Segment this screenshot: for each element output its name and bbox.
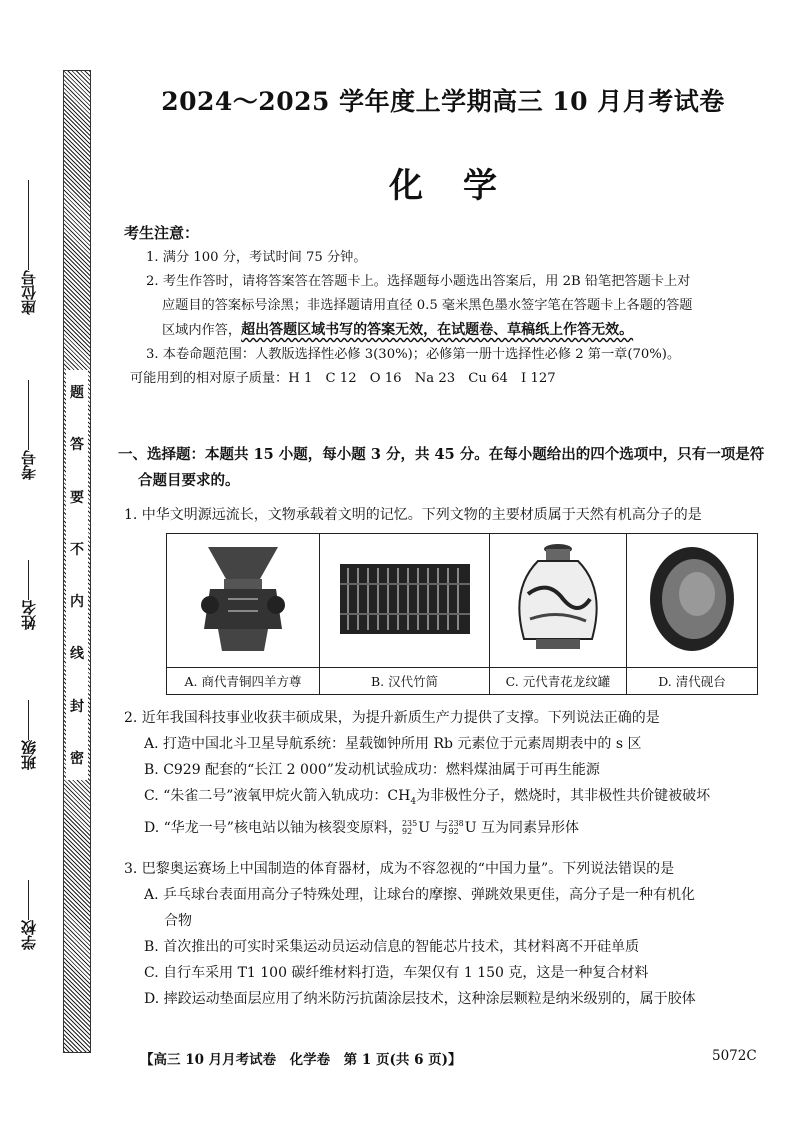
subscript: 4 bbox=[410, 796, 417, 807]
field-line bbox=[28, 880, 29, 920]
option-c-caption: C. 元代青花龙纹罐 bbox=[489, 668, 626, 695]
seal-line-text bbox=[66, 370, 88, 780]
page-footer: 【高三 10 月月考试卷 化学卷 第 1 页(共 6 页)】 bbox=[140, 1052, 462, 1068]
notice-line: 2. 考生作答时，请将答案答在答题卡上。选择题每小题选出答案后，用 2B 铅笔把答题卡上对 bbox=[146, 274, 691, 289]
question-3 bbox=[124, 856, 769, 1012]
question-3-option-b: B. 首次推出的可实时采集运动员运动信息的智能芯片技术，其材料离不开硅单质 bbox=[144, 939, 640, 955]
question-2-option-b: B. C929 配套的“长江 2 000”发动机试验成功：燃料煤油属于可再生能源 bbox=[144, 762, 600, 778]
field-label: 考号 bbox=[20, 450, 38, 480]
notice-text: 区域内作答， bbox=[162, 323, 242, 338]
section-line: 一、选择题：本题共 15 小题，每小题 3 分，共 45 分。在每小题给出的四个选项中，只有一项是符 bbox=[118, 446, 765, 463]
bronze-zun-icon bbox=[188, 539, 298, 659]
field-line bbox=[28, 560, 29, 600]
paper-code: 5072C bbox=[712, 1048, 757, 1064]
seal-char: 密 bbox=[70, 750, 84, 767]
relic-image-inkstone bbox=[626, 534, 757, 668]
relics-table bbox=[166, 533, 758, 695]
field-label: 座位号 bbox=[20, 270, 38, 315]
option-text: U 与 bbox=[418, 819, 449, 836]
notice-list bbox=[130, 246, 764, 391]
seal-char: 要 bbox=[70, 489, 84, 506]
question-2-stem: 2. 近年我国科技事业收获丰硕成果，为提升新质生产力提供了支撑。下列说法正确的是 bbox=[124, 710, 660, 726]
question-3-stem: 3. 巴黎奥运赛场上中国制造的体育器材，成为不容忽视的“中国力量”。下列说法错误的是 bbox=[124, 861, 675, 877]
notice-warning: 超出答题区域书写的答案无效，在试题卷、草稿纸上作答无效。 bbox=[241, 322, 634, 338]
option-text: 为非极性分子，燃烧时，其非极性共价键被破坏 bbox=[416, 788, 711, 804]
notice-heading: 考生注意： bbox=[124, 224, 200, 242]
question-1-stem: 1. 中华文明源远流长，文物承载着文明的记忆。下列文物的主要材质属于天然有机高分子的是 bbox=[124, 507, 702, 523]
exam-page bbox=[118, 0, 768, 1123]
question-2 bbox=[124, 705, 769, 841]
inkstone-icon bbox=[642, 539, 742, 659]
section-line: 合题目要求的。 bbox=[138, 472, 240, 489]
seal-char: 封 bbox=[70, 698, 84, 715]
question-2-option-a: A. 打造中国北斗卫星导航系统：星载铷钟所用 Rb 元素位于元素周期表中的 s 区 bbox=[144, 736, 642, 752]
relic-image-porcelain bbox=[489, 534, 626, 668]
seal-char: 答 bbox=[70, 437, 84, 454]
option-d-caption: D. 清代砚台 bbox=[626, 668, 757, 695]
option-text: U 互为同素异形体 bbox=[464, 819, 580, 836]
notice-line: 应题目的答案标号涂黑；非选择题请用直径 0.5 毫米黑色墨水签字笔在答题卡上各题的答题 bbox=[162, 298, 693, 313]
question-3-option-a-cont: 合物 bbox=[164, 913, 192, 929]
name-field[interactable] bbox=[18, 560, 39, 630]
atomic-number: 92 bbox=[401, 826, 413, 836]
binding-margin bbox=[0, 0, 112, 1123]
relic-image-bamboo bbox=[320, 534, 490, 668]
porcelain-jar-icon bbox=[508, 539, 608, 659]
field-line bbox=[28, 700, 29, 740]
bamboo-slips-icon bbox=[340, 564, 470, 634]
question-3-option-c: C. 自行车采用 T1 100 碳纤维材料打造，车架仅有 1 150 克，这是一种复合材料 bbox=[144, 965, 649, 981]
atomic-number: 92 bbox=[448, 826, 459, 836]
field-line bbox=[28, 380, 29, 450]
option-b-caption: B. 汉代竹简 bbox=[320, 668, 490, 695]
section-heading bbox=[118, 442, 768, 494]
seal-char: 线 bbox=[70, 646, 84, 663]
question-2-option-c bbox=[124, 783, 769, 815]
notice-line: 1. 满分 100 分，考试时间 75 分钟。 bbox=[146, 250, 367, 265]
option-text: C. “朱雀二号”液氧甲烷火箭入轨成功：CH bbox=[144, 788, 411, 804]
school-field[interactable] bbox=[18, 880, 39, 950]
field-label: 学校 bbox=[20, 920, 38, 950]
seal-char: 题 bbox=[70, 385, 84, 401]
subject-title: 化学 bbox=[389, 166, 537, 206]
seal-char: 不 bbox=[70, 541, 84, 558]
atomic-mass-line: 可能用到的相对原子质量：H 1 C 12 O 16 Na 23 Cu 64 I 127 bbox=[130, 371, 556, 386]
relic-image-bronze bbox=[167, 534, 320, 668]
field-label: 姓名 bbox=[20, 600, 38, 630]
isotope-notation bbox=[402, 820, 417, 836]
notice-line: 3. 本卷命题范围：人教版选择性必修 3(30%)；必修第一册十选择性必修 2 第一章(70%)。 bbox=[146, 347, 681, 362]
option-text: D. “华龙一号”核电站以铀为核裂变原料， bbox=[144, 819, 402, 836]
field-line bbox=[28, 180, 29, 270]
question-2-option-d bbox=[124, 815, 769, 841]
exam-number-field[interactable] bbox=[18, 380, 39, 480]
mass-number: 238 bbox=[448, 818, 464, 828]
question-3-option-d: D. 摔跤运动垫面层应用了纳米防污抗菌涂层技术，这种涂层颗粒是纳米级别的，属于胶体 bbox=[144, 991, 696, 1007]
field-label: 班级 bbox=[20, 740, 38, 770]
seal-char: 内 bbox=[70, 594, 84, 611]
notice-line bbox=[146, 318, 764, 343]
option-a-caption: A. 商代青铜四羊方尊 bbox=[167, 668, 320, 695]
exam-title: 2024～2025 学年度上学期高三 10 月月考试卷 bbox=[161, 87, 725, 116]
question-3-option-a: A. 乒乓球台表面用高分子特殊处理，让球台的摩擦、弹跳效果更佳，高分子是一种有机化 bbox=[144, 887, 696, 903]
class-field[interactable] bbox=[18, 700, 39, 770]
mass-number: 235 bbox=[401, 818, 418, 828]
seat-number-field[interactable] bbox=[18, 180, 39, 315]
isotope-notation bbox=[448, 820, 463, 836]
